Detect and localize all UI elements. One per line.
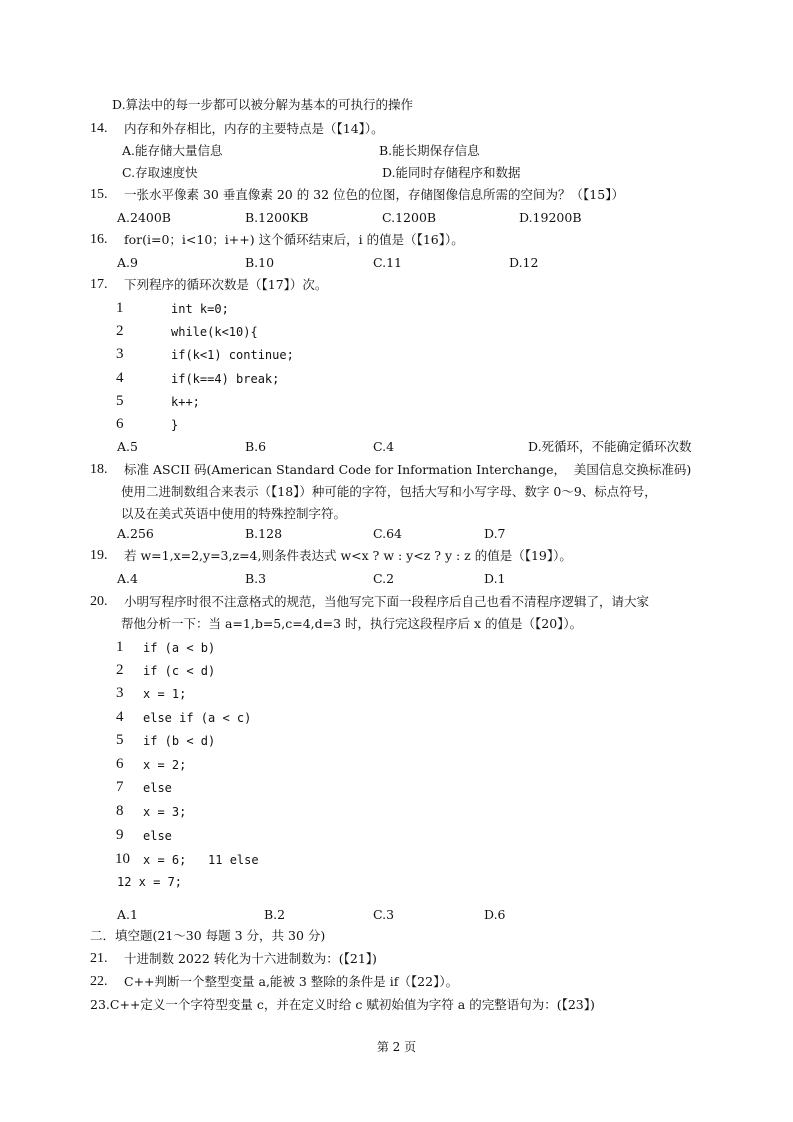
q17-code-line: if(k==4) break; xyxy=(171,372,280,386)
q17-option-d: D.死循环，不能确定循环次数 xyxy=(528,439,692,454)
q22-number: 22. xyxy=(90,974,108,989)
q14-option-b: B.能长期保存信息 xyxy=(379,143,480,158)
q20-code-line-number: 4 xyxy=(116,709,124,725)
q20-code-line: x = 3; xyxy=(143,805,187,819)
q20-code-line: x = 6; 11 else xyxy=(143,853,259,867)
q17-option-b: B.6 xyxy=(245,439,267,454)
q20-code-line: 12 x = 7; xyxy=(117,875,183,889)
q14-option-c: C.存取速度快 xyxy=(122,165,198,180)
q20-code-line-number: 8 xyxy=(116,803,124,819)
q15-option-d: D.19200B xyxy=(519,210,582,225)
q20-option-c: C.3 xyxy=(373,907,395,922)
q18-stem-line: 使用二进制数组合来表示（【18】）种可能的字符，包括大写和小写字母、数字 0～9、标点符号， xyxy=(121,484,657,499)
q17-code-line: k++; xyxy=(171,395,200,409)
q17-code-line: while(k<10){ xyxy=(171,325,258,339)
q17-code-line-number: 4 xyxy=(116,370,124,386)
q17-code-line-number: 5 xyxy=(116,393,124,409)
q20-code-line-number: 3 xyxy=(116,685,124,701)
q20-code-line-number: 5 xyxy=(116,732,124,748)
q21-stem: 十进制数 2022 转化为十六进制数为：(【21】) xyxy=(124,951,377,966)
q17-code-line-number: 6 xyxy=(116,416,124,432)
q16-option-d: D.12 xyxy=(509,255,539,270)
q17-code-line-number: 3 xyxy=(116,346,124,362)
q20-code-line: if (a < b) xyxy=(143,641,216,655)
q21-number: 21. xyxy=(90,951,108,966)
q13-option-d: D.算法中的每一步都可以被分解为基本的可执行的操作 xyxy=(112,97,414,112)
q20-code-line: else xyxy=(143,781,172,795)
q19-stem: 若 w=1,x=2,y=3,z=4,则条件表达式 w<x ? w : y<z ? y : z 的值是（【19】）。 xyxy=(124,548,572,563)
q20-code-line: x = 1; xyxy=(143,687,187,701)
q17-number: 17. xyxy=(90,277,108,292)
q20-number: 20. xyxy=(90,594,108,609)
q17-code-line-number: 2 xyxy=(116,323,124,339)
q15-number: 15. xyxy=(90,187,108,202)
q19-option-a: A.4 xyxy=(117,571,138,586)
q20-code-line: if (b < d) xyxy=(143,734,216,748)
q18-stem-line: 以及在美式英语中使用的特殊控制字符。 xyxy=(121,506,347,521)
q16-option-a: A.9 xyxy=(117,255,138,270)
page-number: 第 2 页 xyxy=(376,1040,417,1054)
q17-stem: 下列程序的循环次数是（【17】）次。 xyxy=(124,277,328,292)
q20-stem-line: 小明写程序时很不注意格式的规范，当他写完下面一段程序后自己也看不清程序逻辑了，请大家 xyxy=(124,594,650,609)
q20-code-line: else if (a < c) xyxy=(143,711,252,725)
q16-option-c: C.11 xyxy=(373,255,402,270)
q20-code-line: x = 2; xyxy=(143,758,187,772)
q20-code-line: else xyxy=(143,829,172,843)
q18-stem-line: 标准 ASCII 码(American Standard Code for Information Interchange， 美国信息交换标准码) xyxy=(124,462,692,477)
q18-option-d: D.7 xyxy=(484,526,506,541)
q15-option-a: A.2400B xyxy=(117,210,171,225)
q14-stem: 内存和外存相比，内存的主要特点是（【14】）。 xyxy=(124,121,384,136)
q18-option-a: A.256 xyxy=(117,526,154,541)
q17-code-line: if(k<1) continue; xyxy=(171,348,294,362)
q20-option-d: D.6 xyxy=(484,907,506,922)
q18-number: 18. xyxy=(90,462,108,477)
q14-option-d: D.能同时存储程序和数据 xyxy=(382,165,521,180)
q17-option-c: C.4 xyxy=(373,439,395,454)
q18-option-c: C.64 xyxy=(373,526,402,541)
q20-code-line-number: 7 xyxy=(116,779,124,795)
q22-stem: C++判断一个整型变量 a,能被 3 整除的条件是 if（【22】）。 xyxy=(124,974,459,989)
q15-stem: 一张水平像素 30 垂直像素 20 的 32 位色的位图，存储图像信息所需的空间为？（【15】） xyxy=(124,187,624,202)
q20-code-line: if (c < d) xyxy=(143,664,216,678)
q18-option-b: B.128 xyxy=(245,526,283,541)
q19-option-b: B.3 xyxy=(245,571,267,586)
q16-stem: for(i=0；i<10；i++) 这个循环结束后，i 的值是（【16】）。 xyxy=(124,232,464,247)
q23-stem: 23.C++定义一个字符型变量 c，并在定义时给 c 赋初始值为字符 a 的完整语句为：(【23】) xyxy=(90,997,595,1012)
q20-option-b: B.2 xyxy=(264,907,286,922)
q16-option-b: B.10 xyxy=(245,255,275,270)
q20-code-line-number: 2 xyxy=(116,662,124,678)
q19-option-d: D.1 xyxy=(484,571,506,586)
q17-code-line: } xyxy=(171,418,179,432)
q19-number: 19. xyxy=(90,548,108,563)
q19-option-c: C.2 xyxy=(373,571,395,586)
section-title: 二．填空题(21～30 每题 3 分，共 30 分) xyxy=(90,928,326,943)
q17-code-line: int k=0; xyxy=(171,302,229,316)
q14-number: 14. xyxy=(90,121,108,136)
q20-code-line-number: 9 xyxy=(116,827,124,843)
q20-stem-line: 帮他分析一下：当 a=1,b=5,c=4,d=3 时，执行完这段程序后 x 的值是（【20】）。 xyxy=(121,616,583,631)
q16-number: 16. xyxy=(90,232,108,247)
q14-option-a: A.能存储大量信息 xyxy=(122,143,223,158)
q20-option-a: A.1 xyxy=(117,907,138,922)
q17-option-a: A.5 xyxy=(117,439,138,454)
q17-code-line-number: 1 xyxy=(116,300,124,316)
q20-code-line-number: 10 xyxy=(115,851,130,867)
q15-option-b: B.1200KB xyxy=(245,210,309,225)
q20-code-line-number: 6 xyxy=(116,756,124,772)
q15-option-c: C.1200B xyxy=(382,210,437,225)
q20-code-line-number: 1 xyxy=(116,639,124,655)
